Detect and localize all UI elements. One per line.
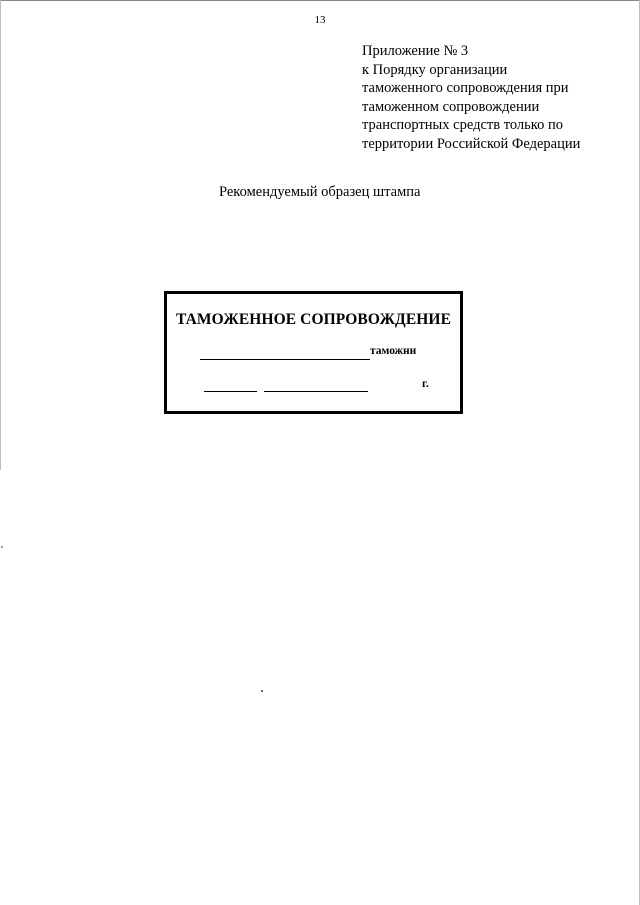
appendix-line: таможенного сопровождения при <box>362 80 569 96</box>
scan-left-edge <box>0 0 1 470</box>
appendix-line: к Порядку организации <box>362 61 508 78</box>
customs-label: таможни <box>370 345 417 357</box>
customs-name-blank-line <box>200 359 370 360</box>
scan-top-edge <box>0 0 640 1</box>
stamp-sample-box <box>164 291 463 414</box>
appendix-line: территории Российской Федерации <box>362 135 581 152</box>
stamp-title: ТАМОЖЕННОЕ СОПРОВОЖДЕНИЕ <box>175 311 452 328</box>
scan-speck <box>261 690 263 692</box>
day-blank-line <box>204 391 257 392</box>
sample-stamp-title: Рекомендуемый образец штампа <box>219 184 421 200</box>
appendix-line: таможенном сопровождении <box>362 98 540 115</box>
month-blank-line <box>264 391 368 392</box>
year-label: г. <box>422 378 429 390</box>
appendix-line: Приложение № 3 <box>362 43 469 59</box>
appendix-heading <box>362 42 632 153</box>
scan-speck <box>1 546 3 548</box>
appendix-line: транспортных средств только по <box>362 117 563 133</box>
page-number: 13 <box>314 14 326 26</box>
